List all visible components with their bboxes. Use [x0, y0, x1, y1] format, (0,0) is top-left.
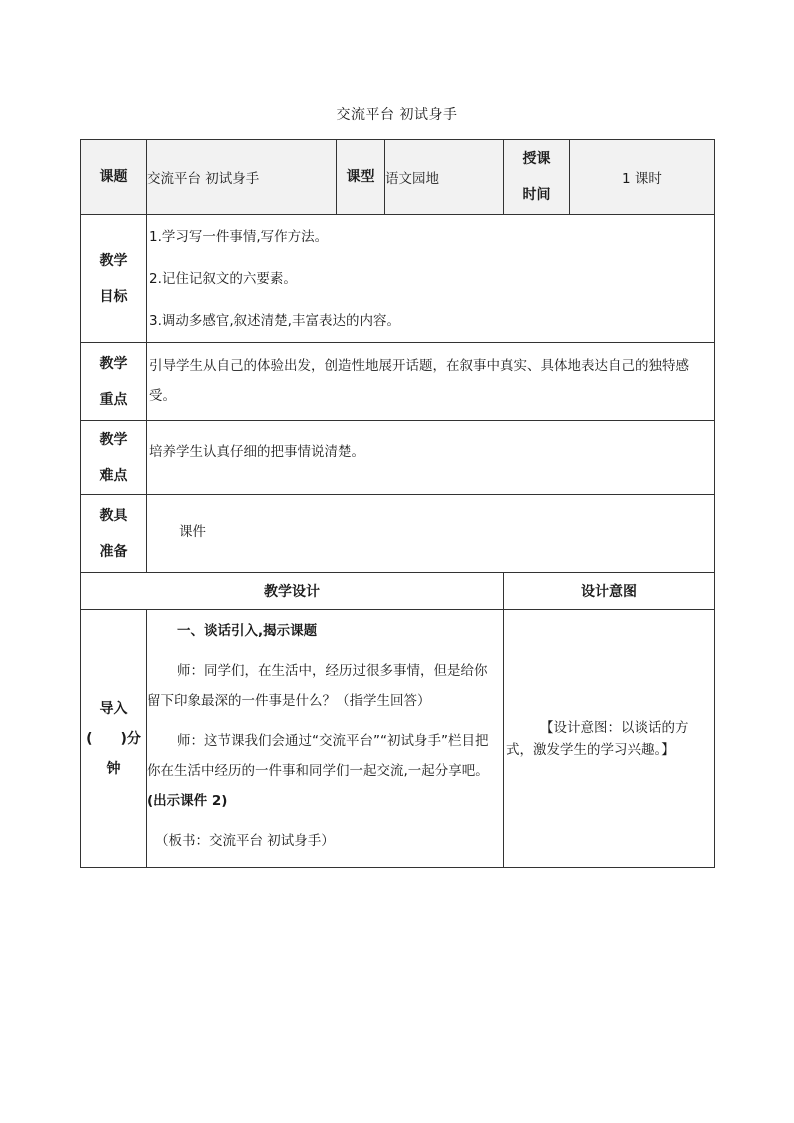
tools-label-line-1: 教具	[99, 507, 128, 524]
intent-content	[504, 610, 715, 868]
intro-label-line-2: ( )分	[86, 730, 141, 747]
section-title: 一、谈话引入,揭示课题	[177, 623, 318, 639]
goals-label	[81, 215, 147, 343]
tools-text: 课件	[179, 523, 206, 540]
document-title: 交流平台 初试身手	[336, 107, 458, 123]
goal-item: 3.调动多感官,叙述清楚,丰富表达的内容。	[149, 312, 400, 329]
focus-label	[81, 343, 147, 421]
goals-label-line-2: 目标	[99, 288, 128, 305]
goals-label-line-1: 教学	[99, 252, 128, 269]
time-value: 1 课时	[570, 140, 715, 215]
topic-value: 交流平台 初试身手	[147, 140, 337, 215]
teacher-paragraph-2	[147, 726, 503, 816]
blackboard-note: （板书：交流平台 初试身手）	[155, 833, 335, 849]
difficulty-label-line-2: 难点	[99, 467, 128, 484]
intro-content	[147, 610, 504, 868]
teacher-paragraph-1: 师：同学们，在生活中，经历过很多事情，但是给你留下印象最深的一件事是什么？（指学生回答）	[147, 663, 488, 709]
goals-content	[147, 215, 715, 343]
courseware-note: (出示课件 2)	[147, 793, 228, 809]
focus-content	[147, 343, 715, 421]
intro-label-line-1: 导入	[99, 700, 128, 717]
header-row	[81, 140, 715, 215]
type-label: 课型	[337, 140, 385, 215]
lesson-plan-table	[80, 139, 715, 868]
goals-row	[81, 215, 715, 343]
time-label	[504, 140, 570, 215]
intro-label-line-3: 钟	[106, 760, 121, 777]
goal-item: 2.记住记叙文的六要素。	[149, 270, 297, 287]
intro-label	[81, 610, 147, 868]
focus-label-line-2: 重点	[99, 391, 128, 408]
tools-label-line-2: 准备	[99, 543, 128, 560]
difficulty-label	[81, 421, 147, 495]
teaching-design-header: 教学设计	[81, 573, 504, 610]
difficulty-row	[81, 421, 715, 495]
tools-row	[81, 495, 715, 573]
intent-text: 【设计意图：以谈话的方式，激发学生的学习兴趣。】	[506, 719, 689, 758]
topic-label: 课题	[81, 140, 147, 215]
difficulty-content	[147, 421, 715, 495]
teacher-paragraph-2-text: 师：这节课我们会通过“交流平台”“初试身手”栏目把你在生活中经历的一件事和同学们一起交流,一起分享吧。	[147, 733, 489, 779]
difficulty-label-line-1: 教学	[99, 431, 128, 448]
tools-content	[147, 495, 715, 573]
focus-row	[81, 343, 715, 421]
intro-row	[81, 610, 715, 868]
time-label-line-2: 时间	[522, 187, 551, 203]
difficulty-text: 培养学生认真仔细的把事情说清楚。	[149, 444, 365, 460]
design-header-row	[81, 573, 715, 610]
focus-text: 引导学生从自己的体验出发，创造性地展开话题，在叙事中真实、具体地表达自己的独特感受。	[149, 358, 689, 404]
tools-label	[81, 495, 147, 573]
time-label-line-1: 授课	[522, 151, 551, 167]
design-intent-header: 设计意图	[504, 573, 715, 610]
type-value: 语文园地	[385, 140, 504, 215]
goal-item: 1.学习写一件事情,写作方法。	[149, 228, 329, 245]
focus-label-line-1: 教学	[99, 355, 128, 372]
